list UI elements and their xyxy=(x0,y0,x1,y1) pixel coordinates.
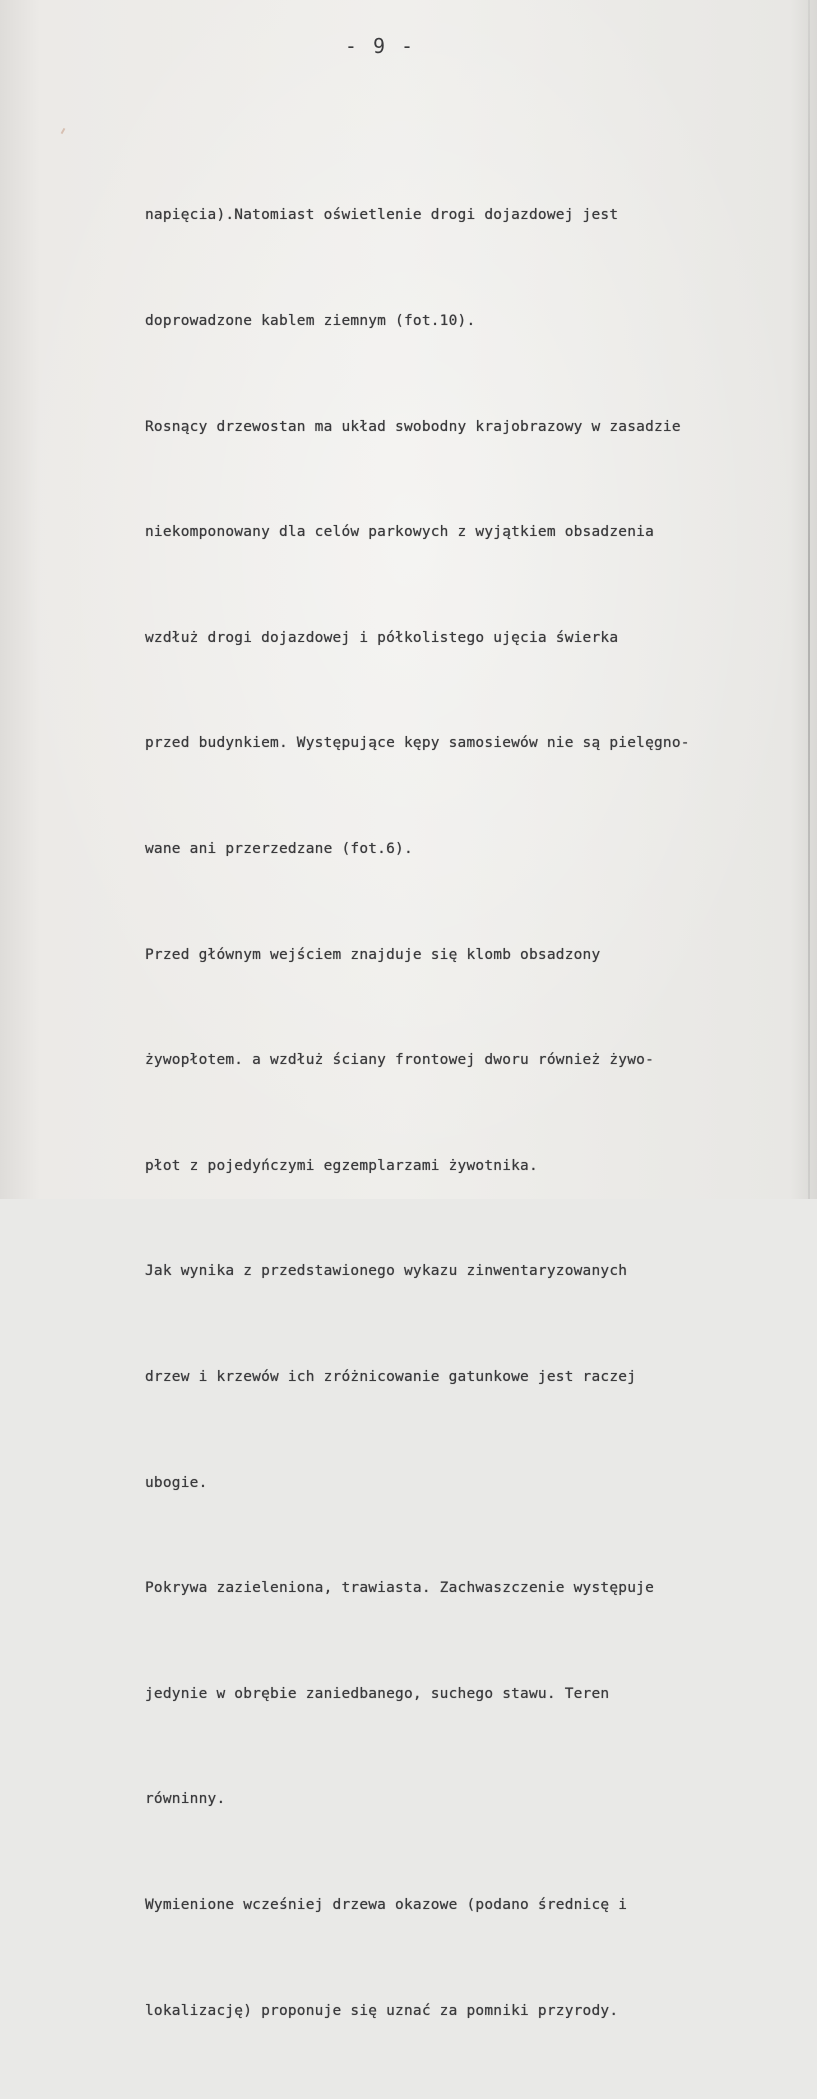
text-line: Przed głównym wejściem znajduje się klomb obsadzony xyxy=(145,946,601,963)
text-line: Rosnący drzewostan ma układ swobodny krajobrazowy w zasadzie xyxy=(145,418,681,435)
text-line: przed budynkiem. Występujące kępy samosiewów nie są pielęgno- xyxy=(145,735,690,752)
text-line: doprowadzone kablem ziemnym (fot.10). xyxy=(145,313,476,329)
text-line: jedynie w obrębie zaniedbanego, suchego stawu. Teren xyxy=(145,1685,610,1702)
paper-speck xyxy=(61,128,66,134)
text-line: ubogie. xyxy=(145,1474,208,1491)
text-line: równinny. xyxy=(145,1791,226,1808)
text-line: wane ani przerzedzane (fot.6). xyxy=(145,840,413,857)
text-line: żywopłotem. a wzdłuż ściany frontowej dworu również żywo- xyxy=(145,1052,654,1069)
text-line: niekomponowany dla celów parkowych z wyjątkiem obsadzenia xyxy=(145,524,654,541)
text-line: Pokrywa zazieleniona, trawiasta. Zachwaszczenie występuje xyxy=(145,1580,654,1597)
text-line: wzdłuż drogi dojazdowej i półkolistego ujęcia świerka xyxy=(145,629,619,646)
page-edge-shadow xyxy=(808,0,810,1199)
page-number: - 9 - xyxy=(344,34,416,58)
text-line: Jak wynika z przedstawionego wykazu zinwentaryzowanych xyxy=(145,1263,628,1280)
text-line: napięcia).Natomiast oświetlenie drogi dojazdowej jest xyxy=(145,207,619,224)
text-line: płot z pojedyńczymi egzemplarzami żywotnika. xyxy=(145,1157,538,1174)
text-line: Wymienione wcześniej drzewa okazowe (podano średnicę i xyxy=(145,1896,628,1913)
text-line: drzew i krzewów ich zróżnicowanie gatunkowe jest raczej xyxy=(145,1368,637,1385)
text-line: lokalizację) proponuje się uznać za pomniki przyrody. xyxy=(145,2002,619,2019)
body-text xyxy=(145,128,805,2099)
